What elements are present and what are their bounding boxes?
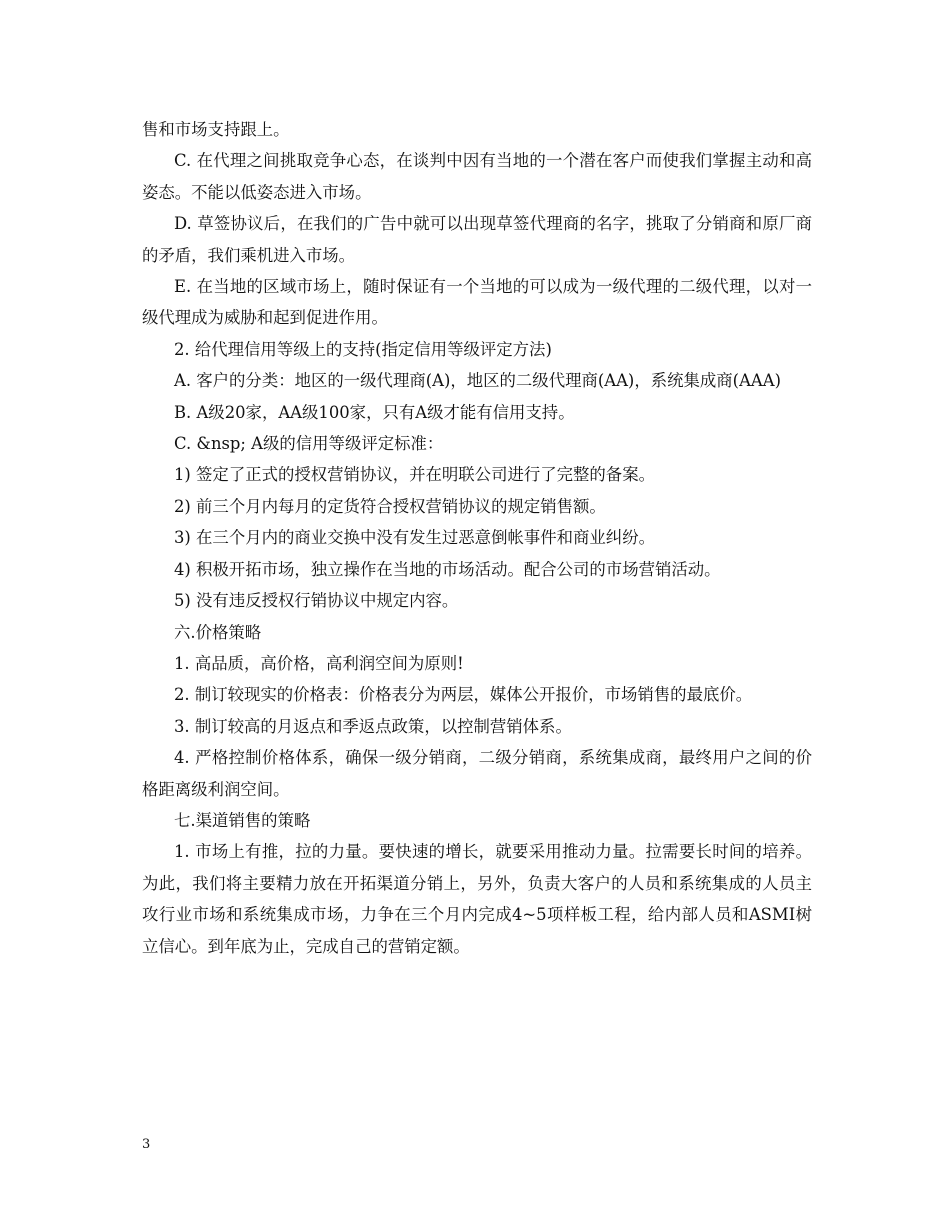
- paragraph-13: 5) 没有违反授权行销协议中规定内容。: [174, 591, 459, 611]
- paragraph-12: 4) 积极开拓市场，独立操作在当地的市场活动。配合公司的市场营销活动。: [174, 559, 721, 579]
- paragraph-17: 3. 制订较高的月返点和季返点政策，以控制营销体系。: [174, 716, 572, 736]
- paragraph-1: 售和市场支持跟上。: [142, 120, 290, 139]
- paragraph-2: C. 在代理之间挑取竞争心态，在谈判中因有当地的一个潜在客户而使我们掌握主动和高姿态。不能以低姿态进入市场。: [142, 151, 812, 202]
- paragraph-8: C. &nsp; A级的信用等级评定标准：: [174, 434, 444, 454]
- paragraph-16: 2. 制订较现实的价格表：价格表分为两层，媒体公开报价，市场销售的最底价。: [174, 685, 753, 705]
- paragraph-9: 1) 签定了正式的授权营销协议，并在明联公司进行了完整的备案。: [174, 465, 655, 485]
- paragraph-18: 4. 严格控制价格体系，确保一级分销商，二级分销商，系统集成商，最终用户之间的价格距离级利润空间。: [142, 748, 812, 799]
- paragraph-3: D. 草签协议后，在我们的广告中就可以出现草签代理商的名字，挑取了分销商和原厂商的矛盾，我们乘机进入市场。: [142, 214, 812, 265]
- page-number: 3: [142, 1137, 151, 1152]
- section-heading-channel: 七.渠道销售的策略: [174, 810, 311, 830]
- section-heading-price: 六.价格策略: [174, 622, 262, 642]
- paragraph-7: B. A级20家，AA级100家，只有A级才能有信用支持。: [174, 402, 575, 422]
- paragraph-10: 2) 前三个月内每月的定货符合授权营销协议的规定销售额。: [174, 496, 606, 516]
- paragraph-4: E. 在当地的区域市场上，随时保证有一个当地的可以成为一级代理的二级代理，以对一级代理成为威胁和起到促进作用。: [142, 277, 812, 328]
- paragraph-11: 3) 在三个月内的商业交换中没有发生过恶意倒帐事件和商业纠纷。: [174, 528, 655, 548]
- document-body: [142, 114, 812, 962]
- paragraph-5: 2. 给代理信用等级上的支持(指定信用等级评定方法): [174, 339, 552, 359]
- paragraph-6: A. 客户的分类：地区的一级代理商(A)，地区的二级代理商(AA)，系统集成商(AAA): [174, 371, 781, 391]
- paragraph-15: 1. 高品质，高价格，高利润空间为原则!: [174, 653, 464, 673]
- paragraph-20: 1. 市场上有推，拉的力量。要快速的增长，就要采用推动力量。拉需要长时间的培养。为此，我们将主要精力放在开拓渠道分销上，另外，负责大客户的人员和系统集成的人员主攻行业市场和系统集成市场，力争在三个月内完成4~5项样板工程，给内部人员和ASMI树立信心。到年底为止，完成自己的营销定额。: [142, 842, 812, 956]
